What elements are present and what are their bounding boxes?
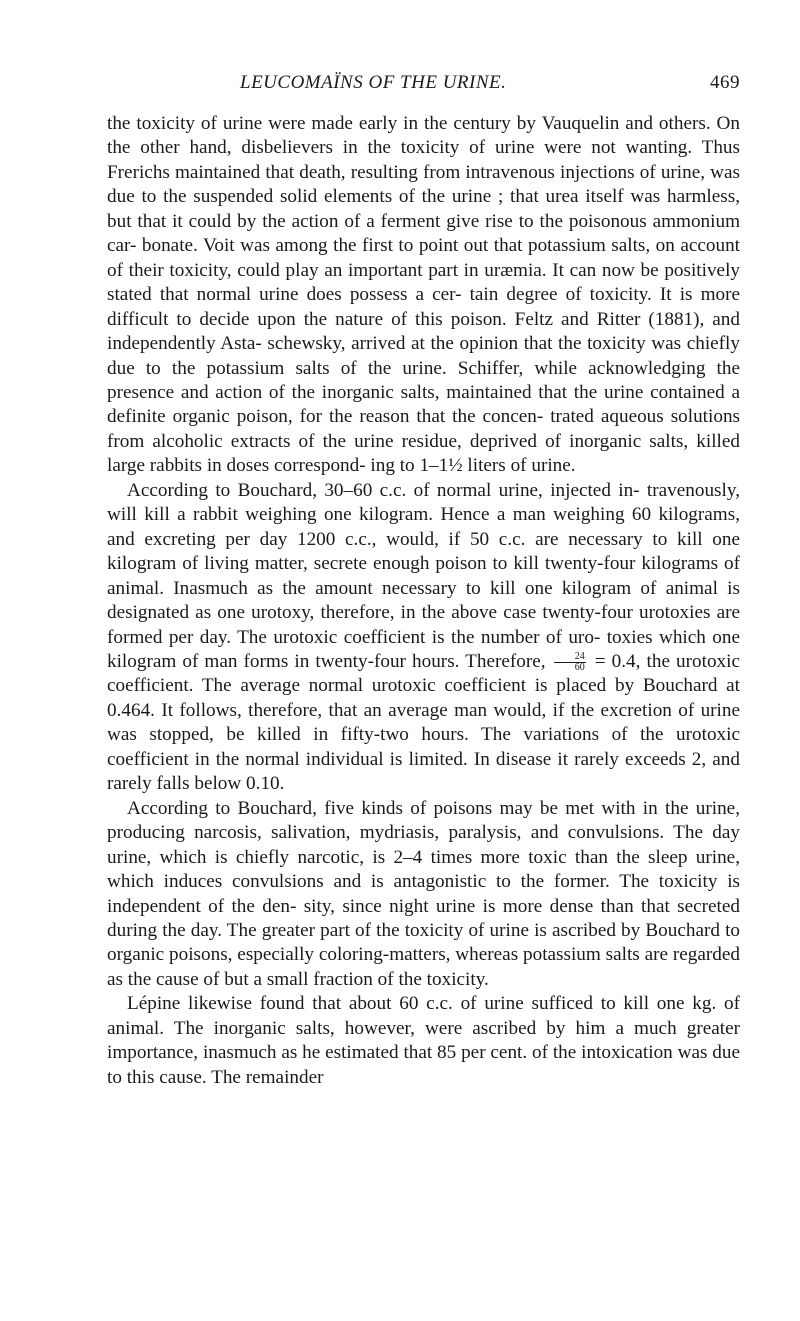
paragraph-text: the toxicity of urine were made early in the century by Vauquelin and others. On the other hand, disbelievers in the toxicity of urine were not wanting. Thus Frerichs maintained that death, resulting from intravenous injections of urine, was due to the suspended solid elements of the urine ; that urea itself was harmless, but that it could by the action of a ferment give rise to the poisonous ammonium car- bonate. Voit was among the first to point out that potassium salts, on account of their toxicity, could play an important part in uræmia. It can now be positively stated that normal urine does possess a cer- tain degree of toxicity. It is more difficult to decide upon the nature of this poison. Feltz and Ritter (1881), and independently Asta- schewsky, arrived at the opinion that the toxicity was chiefly due to the potassium salts of the urine. Schiffer, while acknowledging the presence and action of the inorganic salts, maintained that the urine contained a definite organic poison, for the reason that the concen- trated aqueous solutions from alcoholic extracts of the urine residue, deprived of inorganic salts, killed large rabbits in doses correspond- ing to 1–1½ liters of urine.	[107, 113, 740, 477]
running-head-title: LEUCOMAÏNS OF THE URINE.	[240, 72, 507, 93]
paragraph-toxicity-history	[107, 112, 740, 479]
paragraph-lepine	[107, 992, 740, 1090]
running-head	[107, 72, 740, 98]
paragraph-text: Lépine likewise found that about 60 c.c. of urine sufficed to kill one kg. of animal. The inorganic salts, however, were ascribed by him a much greater importance, inasmuch as he estimated that 85 per cent. of the intoxication was due to this cause. The remainder	[107, 993, 740, 1088]
fraction-denominator: 60	[574, 662, 585, 674]
paragraph-five-poisons	[107, 797, 740, 993]
paragraph-text-continued: = 0.4, the urotoxic coefficient. The average normal urotoxic coefficient is placed by Bouchard at 0.464. It follows, therefore, that an average man would, if the excretion of urine was stopped, be killed in fifty-two hours. The variations of the urotoxic coefficient in the normal individual is limited. In disease it rarely exceeds 2, and rarely falls below 0.10.	[107, 650, 740, 795]
body-text	[107, 112, 740, 1090]
paragraph-urotoxic-coefficient	[107, 479, 740, 797]
page-number: 469	[710, 72, 740, 93]
fraction-24-over-60	[554, 652, 586, 673]
paragraph-text: According to Bouchard, five kinds of poisons may be met with in the urine, producing narcosis, salivation, mydriasis, paralysis, and convulsions. The day urine, which is chiefly narcotic, is 2–4 times more toxic than the sleep urine, which induces convulsions and is antagonistic to the former. The toxicity is independent of the den- sity, since night urine is more dense than that secreted during the day. The greater part of the toxicity of urine is ascribed by Bouchard to organic poisons, especially coloring-matters, whereas potassium salts are regarded as the cause of but a small fraction of the toxicity.	[107, 797, 740, 990]
fraction-numerator: 24	[554, 652, 586, 663]
paragraph-text: According to Bouchard, 30–60 c.c. of normal urine, injected in- travenously, will kill a rabbit weighing one kilogram. Hence a man weighing 60 kilograms, and excreting per day 1200 c.c., would, if 50 c.c. are necessary to kill one kilogram of living matter, secrete enough poison to kill twenty-four kilograms of animal. Inasmuch as the amount necessary to kill one kilogram of animal is designated as one urotoxy, therefore, in the above case twenty-four urotoxies are formed per day. The urotoxic coefficient is the number of uro- toxies which one kilogram of man forms in twenty-four hours. Therefore,	[107, 479, 740, 672]
